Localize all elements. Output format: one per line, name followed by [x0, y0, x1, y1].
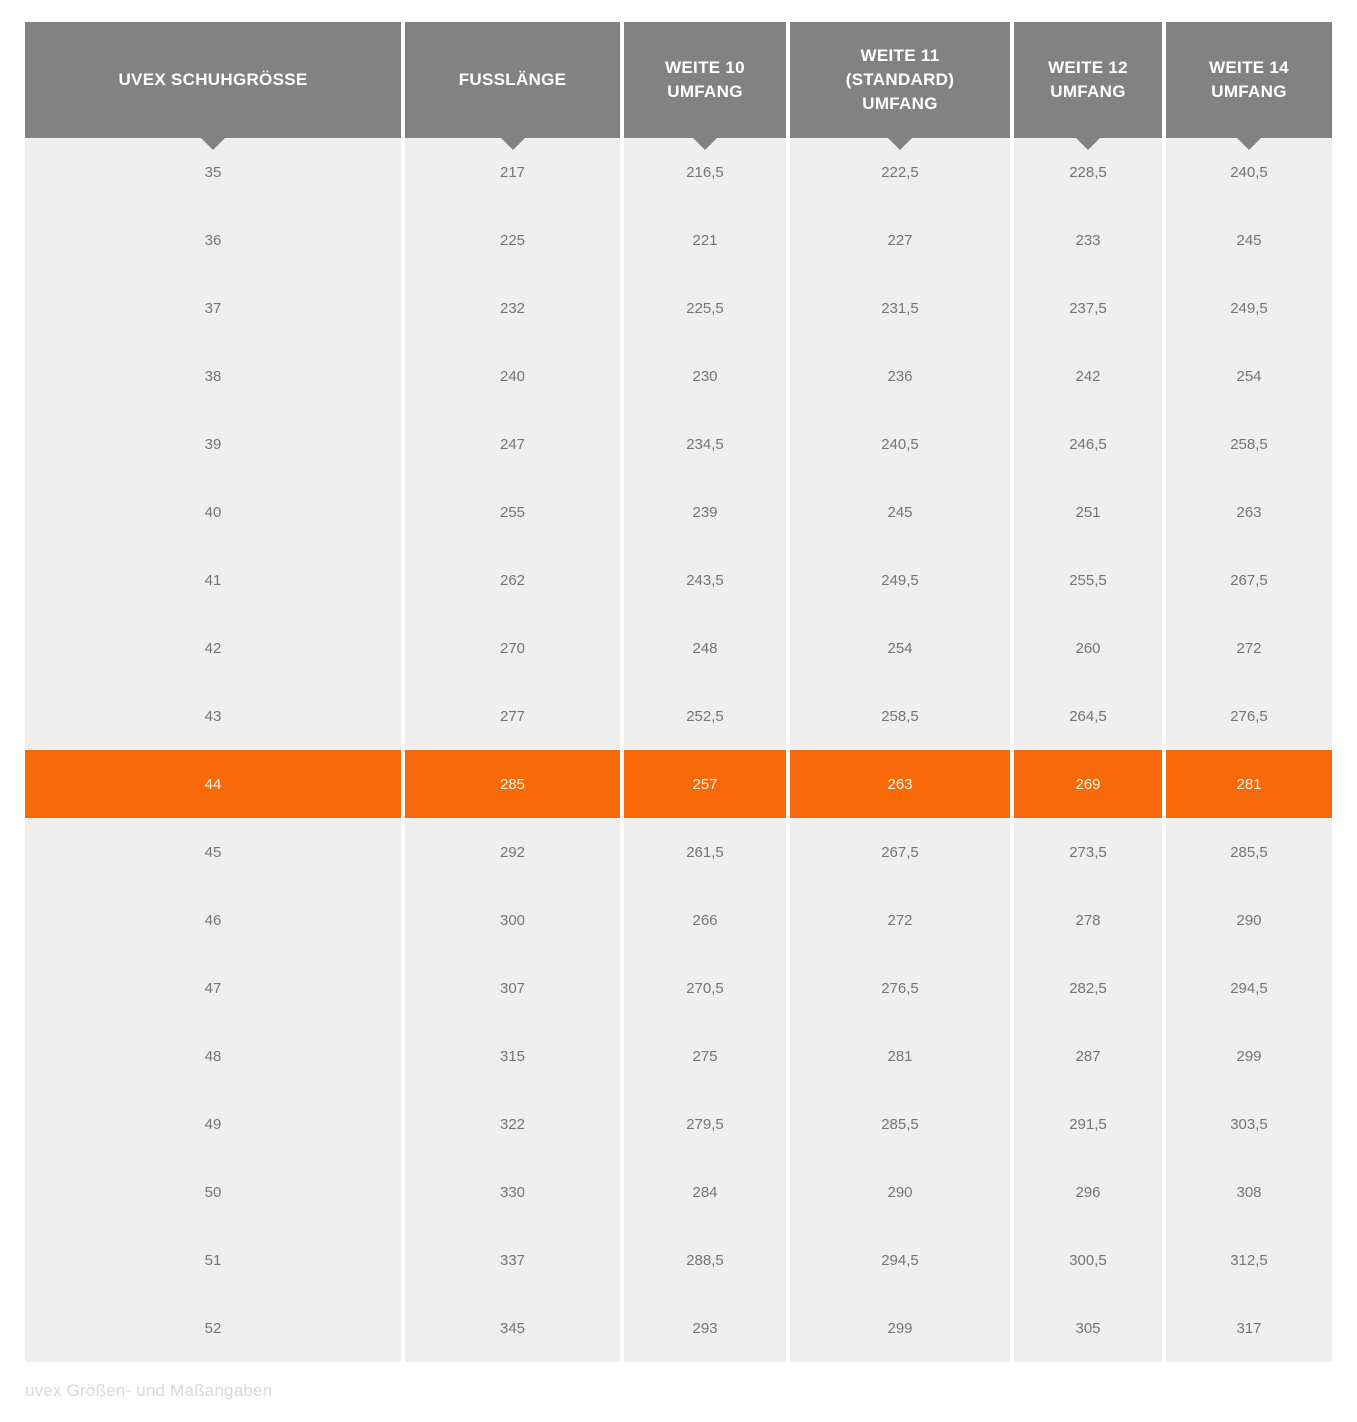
column-header-label: UMFANG [862, 94, 938, 113]
table-cell-highlighted [790, 750, 1010, 818]
cell-value: 240,5 [1230, 163, 1268, 181]
table-cell [1166, 886, 1332, 954]
table-cell [790, 274, 1010, 342]
table-cell [790, 682, 1010, 750]
table-cell [790, 818, 1010, 886]
cell-value: 239 [692, 503, 718, 521]
cell-value: 240,5 [881, 435, 919, 453]
cell-value: 267,5 [1230, 571, 1268, 589]
cell-value: 249,5 [881, 571, 919, 589]
cell-value: 317 [1236, 1319, 1262, 1337]
column-header-weite10 [624, 22, 786, 138]
table-cell [1014, 1226, 1162, 1294]
table-cell [25, 478, 401, 546]
cell-value: 221 [692, 231, 718, 249]
cell-value: 275 [692, 1047, 718, 1065]
cell-value: 40 [204, 503, 222, 521]
arrow-down-icon [1075, 137, 1101, 150]
cell-value: 233 [1075, 231, 1101, 249]
table-cell [624, 1294, 786, 1362]
arrow-down-icon [1236, 137, 1262, 150]
cell-value: 35 [204, 163, 222, 181]
cell-value: 300,5 [1069, 1251, 1107, 1269]
table-cell [624, 818, 786, 886]
cell-value: 258,5 [1230, 435, 1268, 453]
cell-value: 270 [499, 639, 526, 657]
table-cell [1014, 886, 1162, 954]
table-cell [624, 954, 786, 1022]
table-cell [25, 1090, 401, 1158]
table-cell [790, 1294, 1010, 1362]
arrow-down-icon [200, 137, 226, 150]
cell-value: 260 [1075, 639, 1101, 657]
table-cell [790, 478, 1010, 546]
table-cell [790, 1022, 1010, 1090]
table-cell [1166, 274, 1332, 342]
cell-value: 254 [887, 639, 913, 657]
table-cell [405, 886, 620, 954]
table-cell [405, 342, 620, 410]
cell-value: 299 [1236, 1047, 1262, 1065]
cell-value: 237,5 [1069, 299, 1107, 317]
table-cell [790, 614, 1010, 682]
table-cell [624, 614, 786, 682]
table-cell [1166, 546, 1332, 614]
cell-value: 216,5 [686, 163, 724, 181]
cell-value: 48 [204, 1047, 222, 1065]
cell-value: 47 [204, 979, 222, 997]
cell-value: 247 [499, 435, 526, 453]
table-cell-highlighted [624, 750, 786, 818]
table-cell [25, 206, 401, 274]
cell-value: 245 [887, 503, 913, 521]
cell-value: 50 [204, 1183, 222, 1201]
table-cell [405, 478, 620, 546]
cell-value: 312,5 [1230, 1251, 1268, 1269]
cell-value: 294,5 [1230, 979, 1268, 997]
cell-value: 41 [204, 571, 222, 589]
table-cell [790, 886, 1010, 954]
cell-value: 337 [499, 1251, 526, 1269]
table-cell [25, 682, 401, 750]
table-cell [25, 1022, 401, 1090]
cell-value: 252,5 [686, 707, 724, 725]
arrow-down-icon [887, 137, 913, 150]
cell-value: 290 [1236, 911, 1262, 929]
table-cell [1166, 206, 1332, 274]
table-cell [624, 206, 786, 274]
cell-value: 272 [887, 911, 913, 929]
arrow-down-icon [692, 137, 718, 150]
cell-value: 248 [692, 639, 718, 657]
table-cell [25, 274, 401, 342]
table-cell [624, 274, 786, 342]
table-cell [1166, 1158, 1332, 1226]
cell-value: 281 [887, 1047, 913, 1065]
table-cell [1014, 206, 1162, 274]
table-cell [405, 546, 620, 614]
cell-value: 287 [1075, 1047, 1101, 1065]
column-header-label: (STANDARD) [845, 70, 955, 89]
table-cell [405, 818, 620, 886]
table-cell [405, 682, 620, 750]
table-cell [624, 478, 786, 546]
cell-value: 227 [887, 231, 913, 249]
cell-value: 231,5 [881, 299, 919, 317]
cell-value: 305 [1075, 1319, 1101, 1337]
cell-value: 232 [499, 299, 526, 317]
table-cell [624, 1226, 786, 1294]
table-cell [624, 410, 786, 478]
cell-value: 266 [692, 911, 718, 929]
table-cell-highlighted [1166, 750, 1332, 818]
table-cell [790, 954, 1010, 1022]
cell-value: 45 [204, 843, 222, 861]
cell-value: 285,5 [881, 1115, 919, 1133]
table-cell-highlighted [405, 750, 620, 818]
cell-value: 36 [204, 231, 222, 249]
cell-value: 46 [204, 911, 222, 929]
table-cell [1166, 410, 1332, 478]
table-cell [25, 410, 401, 478]
table-cell [1166, 818, 1332, 886]
table-cell [405, 274, 620, 342]
cell-value: 261,5 [686, 843, 724, 861]
table-cell [1014, 478, 1162, 546]
table-cell [1014, 818, 1162, 886]
column-header-label: WEITE 11 [860, 46, 940, 65]
cell-value: 39 [204, 435, 222, 453]
table-cell [1014, 1090, 1162, 1158]
cell-value: 272 [1236, 639, 1262, 657]
cell-value: 255 [499, 503, 526, 521]
cell-value: 225 [499, 231, 526, 249]
table-cell [1166, 614, 1332, 682]
table-cell [1166, 682, 1332, 750]
cell-value: 273,5 [1069, 843, 1107, 861]
cell-value: 258,5 [881, 707, 919, 725]
table-cell [790, 1158, 1010, 1226]
table-cell [25, 954, 401, 1022]
cell-value: 270,5 [686, 979, 724, 997]
cell-value: 230 [692, 367, 718, 385]
table-cell [25, 1294, 401, 1362]
table-cell [790, 1226, 1010, 1294]
cell-value: 290 [887, 1183, 913, 1201]
cell-value: 242 [1075, 367, 1101, 385]
table-cell [405, 1294, 620, 1362]
cell-value: 269 [1075, 775, 1101, 793]
cell-value: 263 [887, 775, 913, 793]
table-cell [1014, 954, 1162, 1022]
column-header-label: UMFANG [1211, 82, 1287, 101]
cell-value: 292 [499, 843, 526, 861]
cell-value: 293 [692, 1319, 718, 1337]
cell-value: 300 [499, 911, 526, 929]
table-cell [405, 614, 620, 682]
table-cell [1166, 342, 1332, 410]
table-cell [1166, 954, 1332, 1022]
table-cell [790, 342, 1010, 410]
cell-value: 51 [204, 1251, 222, 1269]
table-cell [624, 886, 786, 954]
table-cell [1014, 1022, 1162, 1090]
column-header-label: UMFANG [1050, 82, 1126, 101]
cell-value: 228,5 [1069, 163, 1107, 181]
table-cell [25, 818, 401, 886]
table-cell [790, 410, 1010, 478]
table-cell [1014, 274, 1162, 342]
table-caption: uvex Größen- und Maßangaben [25, 1381, 273, 1400]
cell-value: 267,5 [881, 843, 919, 861]
cell-value: 303,5 [1230, 1115, 1268, 1133]
cell-value: 322 [499, 1115, 526, 1133]
cell-value: 330 [499, 1183, 526, 1201]
cell-value: 243,5 [686, 571, 724, 589]
table-cell [405, 410, 620, 478]
cell-value: 278 [1075, 911, 1101, 929]
table-cell [1166, 478, 1332, 546]
table-cell [624, 342, 786, 410]
cell-value: 277 [499, 707, 526, 725]
table-cell [25, 1226, 401, 1294]
table-cell [1166, 1022, 1332, 1090]
cell-value: 225,5 [686, 299, 724, 317]
cell-value: 345 [499, 1319, 526, 1337]
cell-value: 49 [204, 1115, 222, 1133]
table-cell [25, 1158, 401, 1226]
cell-value: 307 [499, 979, 526, 997]
cell-value: 276,5 [881, 979, 919, 997]
table-cell [624, 682, 786, 750]
cell-value: 257 [692, 775, 718, 793]
table-cell [624, 1022, 786, 1090]
cell-value: 279,5 [686, 1115, 724, 1133]
cell-value: 276,5 [1230, 707, 1268, 725]
table-cell [25, 614, 401, 682]
cell-value: 282,5 [1069, 979, 1107, 997]
column-header-weite12 [1014, 22, 1162, 138]
table-cell [405, 1090, 620, 1158]
column-header-label: UMFANG [667, 82, 743, 101]
table-cell [405, 1226, 620, 1294]
table-cell [1014, 682, 1162, 750]
cell-value: 263 [1236, 503, 1262, 521]
cell-value: 255,5 [1069, 571, 1107, 589]
cell-value: 37 [204, 299, 222, 317]
column-header-schuhgroesse [25, 22, 401, 138]
cell-value: 42 [204, 639, 222, 657]
table-cell [1014, 1294, 1162, 1362]
cell-value: 284 [692, 1183, 718, 1201]
cell-value: 246,5 [1069, 435, 1107, 453]
cell-value: 217 [499, 163, 526, 181]
cell-value: 245 [1236, 231, 1262, 249]
table-cell [25, 886, 401, 954]
cell-value: 285 [499, 775, 526, 793]
table-cell [405, 954, 620, 1022]
table-cell [25, 342, 401, 410]
table-cell [790, 1090, 1010, 1158]
table-cell [624, 1158, 786, 1226]
table-cell [405, 206, 620, 274]
cell-value: 251 [1075, 503, 1101, 521]
cell-value: 249,5 [1230, 299, 1268, 317]
cell-value: 294,5 [881, 1251, 919, 1269]
cell-value: 234,5 [686, 435, 724, 453]
table-cell [624, 546, 786, 614]
table-cell [624, 1090, 786, 1158]
table-cell [1166, 1294, 1332, 1362]
cell-value: 236 [887, 367, 913, 385]
table-cell [790, 546, 1010, 614]
cell-value: 288,5 [686, 1251, 724, 1269]
column-header-label: UVEX SCHUHGRÖSSE [118, 70, 308, 89]
column-header-weite11 [790, 22, 1010, 138]
table-cell [1014, 410, 1162, 478]
cell-value: 43 [204, 707, 222, 725]
column-header-label: WEITE 14 [1209, 58, 1289, 77]
cell-value: 285,5 [1230, 843, 1268, 861]
column-header-label: WEITE 12 [1048, 58, 1128, 77]
table-cell [25, 546, 401, 614]
cell-value: 315 [499, 1047, 526, 1065]
table-cell-highlighted [1014, 750, 1162, 818]
cell-value: 254 [1236, 367, 1262, 385]
table-cell [1166, 1090, 1332, 1158]
table-cell [1014, 546, 1162, 614]
table-cell [1014, 342, 1162, 410]
column-header-fusslaenge [405, 22, 620, 138]
table-cell [790, 206, 1010, 274]
cell-value: 264,5 [1069, 707, 1107, 725]
table-cell [405, 1158, 620, 1226]
cell-value: 291,5 [1069, 1115, 1107, 1133]
cell-value: 222,5 [881, 163, 919, 181]
size-table-wrapper [25, 22, 1332, 1362]
cell-value: 296 [1075, 1183, 1101, 1201]
cell-value: 44 [204, 775, 222, 793]
cell-value: 38 [204, 367, 222, 385]
column-header-label: WEITE 10 [665, 58, 745, 77]
table-cell [1166, 1226, 1332, 1294]
size-table [25, 22, 1332, 1362]
table-cell [405, 1022, 620, 1090]
column-header-label: FUSSLÄNGE [458, 70, 567, 89]
arrow-down-icon [500, 137, 526, 150]
cell-value: 262 [499, 571, 526, 589]
table-cell [1014, 1158, 1162, 1226]
column-header-weite14 [1166, 22, 1332, 138]
table-cell [1014, 614, 1162, 682]
cell-value: 52 [204, 1319, 222, 1337]
table-cell-highlighted [25, 750, 401, 818]
cell-value: 281 [1236, 775, 1262, 793]
cell-value: 299 [887, 1319, 913, 1337]
cell-value: 240 [499, 367, 526, 385]
cell-value: 308 [1236, 1183, 1262, 1201]
